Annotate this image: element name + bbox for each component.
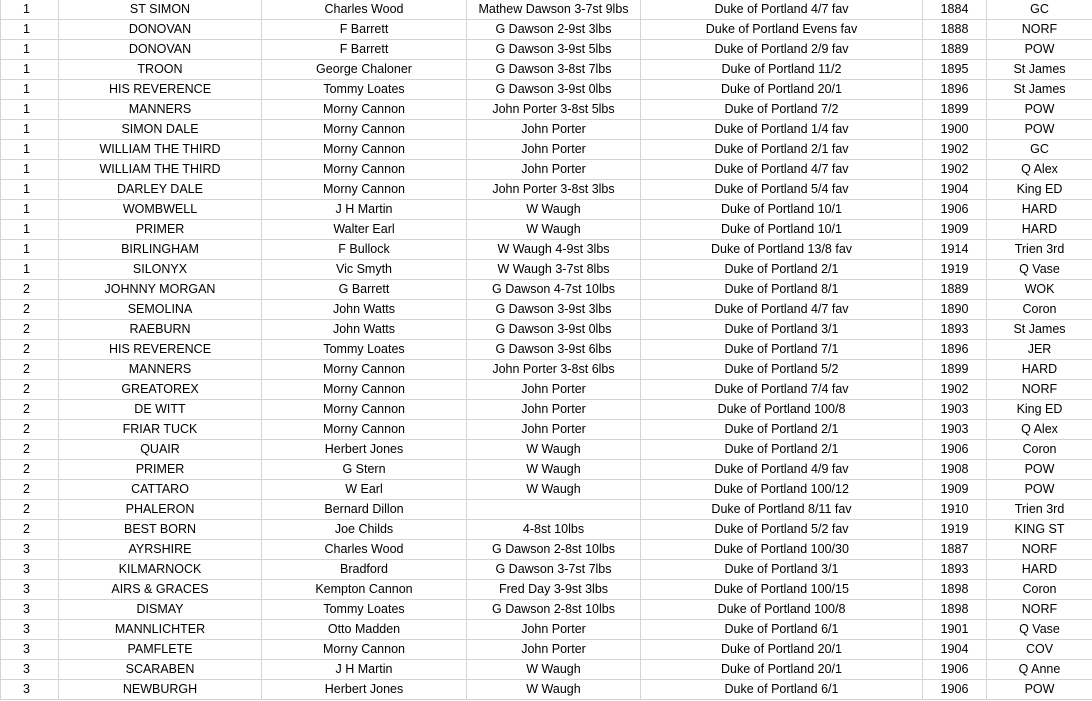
trainer-cell[interactable]: John Porter [467, 640, 641, 660]
jockey-cell[interactable]: Herbert Jones [262, 680, 467, 700]
race-cell[interactable]: Q Alex [987, 420, 1092, 440]
table-row [1, 80, 1092, 100]
owner-odds-cell[interactable]: Duke of Portland 5/4 fav [641, 180, 923, 200]
table-row [1, 180, 1092, 200]
trainer-cell[interactable]: John Porter [467, 620, 641, 640]
race-cell[interactable]: POW [987, 480, 1092, 500]
table-row [1, 560, 1092, 580]
position-cell[interactable]: 1 [1, 260, 59, 280]
horse-cell[interactable]: HIS REVERENCE [59, 80, 262, 100]
year-cell[interactable]: 1914 [923, 240, 987, 260]
year-cell[interactable]: 1901 [923, 620, 987, 640]
trainer-cell[interactable]: John Porter 3-8st 6lbs [467, 360, 641, 380]
owner-odds-cell[interactable]: Duke of Portland 13/8 fav [641, 240, 923, 260]
owner-odds-cell[interactable]: Duke of Portland 2/1 [641, 440, 923, 460]
jockey-cell[interactable]: Morny Cannon [262, 380, 467, 400]
race-cell[interactable]: POW [987, 120, 1092, 140]
horse-cell[interactable]: HIS REVERENCE [59, 340, 262, 360]
race-cell[interactable]: HARD [987, 200, 1092, 220]
owner-odds-cell[interactable]: Duke of Portland 100/30 [641, 540, 923, 560]
horse-cell[interactable]: DONOVAN [59, 40, 262, 60]
jockey-cell[interactable]: Morny Cannon [262, 120, 467, 140]
owner-odds-cell[interactable]: Duke of Portland 20/1 [641, 640, 923, 660]
jockey-cell[interactable]: Charles Wood [262, 0, 467, 20]
horse-cell[interactable]: ST SIMON [59, 0, 262, 20]
race-cell[interactable]: POW [987, 460, 1092, 480]
year-cell[interactable]: 1896 [923, 340, 987, 360]
year-cell[interactable]: 1919 [923, 260, 987, 280]
trainer-cell[interactable]: W Waugh [467, 440, 641, 460]
horse-cell[interactable]: WILLIAM THE THIRD [59, 140, 262, 160]
horse-cell[interactable]: BEST BORN [59, 520, 262, 540]
table-row [1, 0, 1092, 20]
table-row [1, 20, 1092, 40]
jockey-cell[interactable]: Otto Madden [262, 620, 467, 640]
year-cell[interactable]: 1889 [923, 40, 987, 60]
jockey-cell[interactable]: Morny Cannon [262, 360, 467, 380]
horse-cell[interactable]: RAEBURN [59, 320, 262, 340]
year-cell[interactable]: 1898 [923, 580, 987, 600]
table-row [1, 660, 1092, 680]
position-cell[interactable]: 2 [1, 520, 59, 540]
trainer-cell[interactable]: W Waugh [467, 460, 641, 480]
jockey-cell[interactable]: Morny Cannon [262, 420, 467, 440]
owner-odds-cell[interactable]: Duke of Portland 2/1 [641, 260, 923, 280]
position-cell[interactable]: 2 [1, 340, 59, 360]
horse-cell[interactable]: CATTARO [59, 480, 262, 500]
trainer-cell[interactable]: Fred Day 3-9st 3lbs [467, 580, 641, 600]
year-cell[interactable]: 1908 [923, 460, 987, 480]
table-row [1, 440, 1092, 460]
race-cell[interactable]: St James [987, 60, 1092, 80]
race-cell[interactable]: NORF [987, 540, 1092, 560]
year-cell[interactable]: 1902 [923, 140, 987, 160]
year-cell[interactable]: 1909 [923, 480, 987, 500]
year-cell[interactable]: 1919 [923, 520, 987, 540]
position-cell[interactable]: 2 [1, 400, 59, 420]
jockey-cell[interactable]: John Watts [262, 320, 467, 340]
horse-cell[interactable]: SCARABEN [59, 660, 262, 680]
owner-odds-cell[interactable]: Duke of Portland 2/9 fav [641, 40, 923, 60]
year-cell[interactable]: 1895 [923, 60, 987, 80]
table-row [1, 640, 1092, 660]
table-row [1, 580, 1092, 600]
position-cell[interactable]: 1 [1, 200, 59, 220]
table-row [1, 140, 1092, 160]
table-row [1, 280, 1092, 300]
horse-cell[interactable]: FRIAR TUCK [59, 420, 262, 440]
horse-cell[interactable]: PRIMER [59, 460, 262, 480]
owner-odds-cell[interactable]: Duke of Portland 8/11 fav [641, 500, 923, 520]
race-cell[interactable]: Coron [987, 580, 1092, 600]
owner-odds-cell[interactable]: Duke of Portland 8/1 [641, 280, 923, 300]
trainer-cell[interactable]: John Porter [467, 140, 641, 160]
owner-odds-cell[interactable]: Duke of Portland 2/1 [641, 420, 923, 440]
owner-odds-cell[interactable]: Duke of Portland 3/1 [641, 320, 923, 340]
trainer-cell[interactable]: John Porter [467, 120, 641, 140]
race-cell[interactable]: HARD [987, 560, 1092, 580]
jockey-cell[interactable]: Morny Cannon [262, 640, 467, 660]
owner-odds-cell[interactable]: Duke of Portland 3/1 [641, 560, 923, 580]
trainer-cell[interactable]: W Waugh 3-7st 8lbs [467, 260, 641, 280]
position-cell[interactable]: 2 [1, 380, 59, 400]
position-cell[interactable]: 2 [1, 280, 59, 300]
position-cell[interactable]: 3 [1, 580, 59, 600]
jockey-cell[interactable]: George Chaloner [262, 60, 467, 80]
trainer-cell[interactable]: G Dawson 2-8st 10lbs [467, 600, 641, 620]
race-cell[interactable]: Trien 3rd [987, 500, 1092, 520]
owner-odds-cell[interactable]: Duke of Portland 4/7 fav [641, 300, 923, 320]
race-cell[interactable]: GC [987, 140, 1092, 160]
year-cell[interactable]: 1902 [923, 380, 987, 400]
table-row [1, 620, 1092, 640]
year-cell[interactable]: 1887 [923, 540, 987, 560]
year-cell[interactable]: 1904 [923, 640, 987, 660]
table-row [1, 380, 1092, 400]
jockey-cell[interactable]: Morny Cannon [262, 140, 467, 160]
trainer-cell[interactable]: W Waugh [467, 680, 641, 700]
year-cell[interactable]: 1906 [923, 660, 987, 680]
horse-cell[interactable]: QUAIR [59, 440, 262, 460]
year-cell[interactable]: 1906 [923, 680, 987, 700]
owner-odds-cell[interactable]: Duke of Portland 10/1 [641, 200, 923, 220]
horse-cell[interactable]: PAMFLETE [59, 640, 262, 660]
position-cell[interactable]: 2 [1, 460, 59, 480]
table-row [1, 500, 1092, 520]
trainer-cell[interactable]: W Waugh [467, 200, 641, 220]
jockey-cell[interactable]: Morny Cannon [262, 400, 467, 420]
jockey-cell[interactable]: Herbert Jones [262, 440, 467, 460]
race-cell[interactable]: GC [987, 0, 1092, 20]
trainer-cell[interactable]: Mathew Dawson 3-7st 9lbs [467, 0, 641, 20]
race-cell[interactable]: KING ST [987, 520, 1092, 540]
horse-cell[interactable]: SIMON DALE [59, 120, 262, 140]
horse-cell[interactable]: DE WITT [59, 400, 262, 420]
owner-odds-cell[interactable]: Duke of Portland 4/9 fav [641, 460, 923, 480]
table-row [1, 120, 1092, 140]
jockey-cell[interactable]: F Bullock [262, 240, 467, 260]
horse-cell[interactable]: DARLEY DALE [59, 180, 262, 200]
owner-odds-cell[interactable]: Duke of Portland 5/2 fav [641, 520, 923, 540]
jockey-cell[interactable]: Morny Cannon [262, 180, 467, 200]
owner-odds-cell[interactable]: Duke of Portland Evens fav [641, 20, 923, 40]
year-cell[interactable]: 1899 [923, 360, 987, 380]
year-cell[interactable]: 1904 [923, 180, 987, 200]
jockey-cell[interactable]: G Stern [262, 460, 467, 480]
horse-cell[interactable]: GREATOREX [59, 380, 262, 400]
horse-cell[interactable]: NEWBURGH [59, 680, 262, 700]
jockey-cell[interactable]: John Watts [262, 300, 467, 320]
horse-cell[interactable]: MANNERS [59, 360, 262, 380]
race-cell[interactable]: POW [987, 40, 1092, 60]
owner-odds-cell[interactable]: Duke of Portland 4/7 fav [641, 160, 923, 180]
jockey-cell[interactable]: Charles Wood [262, 540, 467, 560]
year-cell[interactable]: 1888 [923, 20, 987, 40]
jockey-cell[interactable]: F Barrett [262, 20, 467, 40]
position-cell[interactable]: 3 [1, 620, 59, 640]
table-row [1, 300, 1092, 320]
race-cell[interactable]: Q Anne [987, 660, 1092, 680]
race-cell[interactable]: COV [987, 640, 1092, 660]
race-cell[interactable]: King ED [987, 400, 1092, 420]
race-cell[interactable]: HARD [987, 360, 1092, 380]
horse-cell[interactable]: MANNLICHTER [59, 620, 262, 640]
position-cell[interactable]: 2 [1, 420, 59, 440]
position-cell[interactable]: 1 [1, 140, 59, 160]
jockey-cell[interactable]: G Barrett [262, 280, 467, 300]
trainer-cell[interactable]: W Waugh [467, 220, 641, 240]
position-cell[interactable]: 3 [1, 640, 59, 660]
horse-cell[interactable]: WILLIAM THE THIRD [59, 160, 262, 180]
horse-cell[interactable]: WOMBWELL [59, 200, 262, 220]
owner-odds-cell[interactable]: Duke of Portland 6/1 [641, 680, 923, 700]
position-cell[interactable]: 2 [1, 500, 59, 520]
owner-odds-cell[interactable]: Duke of Portland 7/4 fav [641, 380, 923, 400]
trainer-cell[interactable]: John Porter [467, 400, 641, 420]
position-cell[interactable]: 2 [1, 320, 59, 340]
race-cell[interactable]: Trien 3rd [987, 240, 1092, 260]
jockey-cell[interactable]: Morny Cannon [262, 160, 467, 180]
year-cell[interactable]: 1893 [923, 560, 987, 580]
horse-cell[interactable]: PHALERON [59, 500, 262, 520]
trainer-cell[interactable]: 4-8st 10lbs [467, 520, 641, 540]
table-row [1, 60, 1092, 80]
year-cell[interactable]: 1893 [923, 320, 987, 340]
owner-odds-cell[interactable]: Duke of Portland 5/2 [641, 360, 923, 380]
table-row [1, 40, 1092, 60]
owner-odds-cell[interactable]: Duke of Portland 2/1 fav [641, 140, 923, 160]
horse-cell[interactable]: AYRSHIRE [59, 540, 262, 560]
horse-cell[interactable]: DONOVAN [59, 20, 262, 40]
position-cell[interactable]: 3 [1, 680, 59, 700]
year-cell[interactable]: 1903 [923, 420, 987, 440]
year-cell[interactable]: 1910 [923, 500, 987, 520]
trainer-cell[interactable] [467, 500, 641, 520]
table-row [1, 320, 1092, 340]
horse-cell[interactable]: PRIMER [59, 220, 262, 240]
position-cell[interactable]: 1 [1, 180, 59, 200]
trainer-cell[interactable]: G Dawson 2-9st 3lbs [467, 20, 641, 40]
owner-odds-cell[interactable]: Duke of Portland 20/1 [641, 660, 923, 680]
jockey-cell[interactable]: Walter Earl [262, 220, 467, 240]
year-cell[interactable]: 1884 [923, 0, 987, 20]
owner-odds-cell[interactable]: Duke of Portland 10/1 [641, 220, 923, 240]
owner-odds-cell[interactable]: Duke of Portland 100/8 [641, 400, 923, 420]
trainer-cell[interactable]: G Dawson 3-9st 0lbs [467, 80, 641, 100]
table-row [1, 680, 1092, 700]
race-cell[interactable]: Coron [987, 300, 1092, 320]
race-cell[interactable]: Q Vase [987, 260, 1092, 280]
race-cell[interactable]: Q Alex [987, 160, 1092, 180]
race-cell[interactable]: Coron [987, 440, 1092, 460]
position-cell[interactable]: 3 [1, 660, 59, 680]
table-row [1, 540, 1092, 560]
trainer-cell[interactable]: John Porter [467, 380, 641, 400]
position-cell[interactable]: 3 [1, 600, 59, 620]
year-cell[interactable]: 1889 [923, 280, 987, 300]
race-cell[interactable]: St James [987, 320, 1092, 340]
year-cell[interactable]: 1890 [923, 300, 987, 320]
position-cell[interactable]: 2 [1, 300, 59, 320]
year-cell[interactable]: 1898 [923, 600, 987, 620]
year-cell[interactable]: 1906 [923, 440, 987, 460]
jockey-cell[interactable]: Morny Cannon [262, 100, 467, 120]
race-cell[interactable]: St James [987, 80, 1092, 100]
horse-cell[interactable]: TROON [59, 60, 262, 80]
year-cell[interactable]: 1903 [923, 400, 987, 420]
position-cell[interactable]: 2 [1, 440, 59, 460]
jockey-cell[interactable]: Tommy Loates [262, 340, 467, 360]
table-row [1, 220, 1092, 240]
owner-odds-cell[interactable]: Duke of Portland 100/15 [641, 580, 923, 600]
jockey-cell[interactable]: Joe Childs [262, 520, 467, 540]
race-cell[interactable]: NORF [987, 380, 1092, 400]
position-cell[interactable]: 2 [1, 480, 59, 500]
race-cell[interactable]: NORF [987, 20, 1092, 40]
trainer-cell[interactable]: G Dawson 3-9st 0lbs [467, 320, 641, 340]
position-cell[interactable]: 1 [1, 80, 59, 100]
owner-odds-cell[interactable]: Duke of Portland 20/1 [641, 80, 923, 100]
year-cell[interactable]: 1899 [923, 100, 987, 120]
race-cell[interactable]: JER [987, 340, 1092, 360]
position-cell[interactable]: 1 [1, 0, 59, 20]
trainer-cell[interactable]: G Dawson 4-7st 10lbs [467, 280, 641, 300]
table-row [1, 600, 1092, 620]
table-row [1, 420, 1092, 440]
horse-cell[interactable]: MANNERS [59, 100, 262, 120]
trainer-cell[interactable]: G Dawson 3-9st 3lbs [467, 300, 641, 320]
table-row [1, 200, 1092, 220]
table-row [1, 340, 1092, 360]
owner-odds-cell[interactable]: Duke of Portland 1/4 fav [641, 120, 923, 140]
race-cell[interactable]: King ED [987, 180, 1092, 200]
race-cell[interactable]: POW [987, 680, 1092, 700]
owner-odds-cell[interactable]: Duke of Portland 11/2 [641, 60, 923, 80]
jockey-cell[interactable]: F Barrett [262, 40, 467, 60]
table-row [1, 460, 1092, 480]
jockey-cell[interactable]: Tommy Loates [262, 80, 467, 100]
position-cell[interactable]: 1 [1, 120, 59, 140]
table-row [1, 520, 1092, 540]
table-row [1, 240, 1092, 260]
owner-odds-cell[interactable]: Duke of Portland 4/7 fav [641, 0, 923, 20]
owner-odds-cell[interactable]: Duke of Portland 7/2 [641, 100, 923, 120]
table-row [1, 480, 1092, 500]
owner-odds-cell[interactable]: Duke of Portland 6/1 [641, 620, 923, 640]
table-row [1, 400, 1092, 420]
table-row [1, 100, 1092, 120]
jockey-cell[interactable]: Bernard Dillon [262, 500, 467, 520]
horse-cell[interactable]: KILMARNOCK [59, 560, 262, 580]
horse-cell[interactable]: BIRLINGHAM [59, 240, 262, 260]
table-row [1, 160, 1092, 180]
owner-odds-cell[interactable]: Duke of Portland 100/12 [641, 480, 923, 500]
table-row [1, 360, 1092, 380]
position-cell[interactable]: 1 [1, 240, 59, 260]
jockey-cell[interactable]: J H Martin [262, 200, 467, 220]
race-cell[interactable]: POW [987, 100, 1092, 120]
position-cell[interactable]: 3 [1, 540, 59, 560]
horse-cell[interactable]: DISMAY [59, 600, 262, 620]
jockey-cell[interactable]: Vic Smyth [262, 260, 467, 280]
trainer-cell[interactable]: G Dawson 3-9st 6lbs [467, 340, 641, 360]
owner-odds-cell[interactable]: Duke of Portland 7/1 [641, 340, 923, 360]
jockey-cell[interactable]: Bradford [262, 560, 467, 580]
year-cell[interactable]: 1906 [923, 200, 987, 220]
race-cell[interactable]: Q Vase [987, 620, 1092, 640]
race-cell[interactable]: NORF [987, 600, 1092, 620]
position-cell[interactable]: 1 [1, 220, 59, 240]
position-cell[interactable]: 1 [1, 20, 59, 40]
position-cell[interactable]: 1 [1, 40, 59, 60]
trainer-cell[interactable]: G Dawson 3-9st 5lbs [467, 40, 641, 60]
position-cell[interactable]: 2 [1, 360, 59, 380]
jockey-cell[interactable]: W Earl [262, 480, 467, 500]
horse-cell[interactable]: JOHNNY MORGAN [59, 280, 262, 300]
horse-cell[interactable]: SEMOLINA [59, 300, 262, 320]
owner-odds-cell[interactable]: Duke of Portland 100/8 [641, 600, 923, 620]
position-cell[interactable]: 1 [1, 60, 59, 80]
trainer-cell[interactable]: John Porter [467, 160, 641, 180]
trainer-cell[interactable]: W Waugh [467, 480, 641, 500]
position-cell[interactable]: 1 [1, 100, 59, 120]
trainer-cell[interactable]: G Dawson 2-8st 10lbs [467, 540, 641, 560]
race-cell[interactable]: HARD [987, 220, 1092, 240]
jockey-cell[interactable]: Tommy Loates [262, 600, 467, 620]
position-cell[interactable]: 3 [1, 560, 59, 580]
trainer-cell[interactable]: John Porter [467, 420, 641, 440]
horse-cell[interactable]: SILONYX [59, 260, 262, 280]
sheet-body [1, 0, 1092, 700]
race-cell[interactable]: WOK [987, 280, 1092, 300]
trainer-cell[interactable]: G Dawson 3-8st 7lbs [467, 60, 641, 80]
trainer-cell[interactable]: G Dawson 3-7st 7lbs [467, 560, 641, 580]
trainer-cell[interactable]: John Porter 3-8st 5lbs [467, 100, 641, 120]
trainer-cell[interactable]: John Porter 3-8st 3lbs [467, 180, 641, 200]
year-cell[interactable]: 1909 [923, 220, 987, 240]
trainer-cell[interactable]: W Waugh 4-9st 3lbs [467, 240, 641, 260]
jockey-cell[interactable]: J H Martin [262, 660, 467, 680]
table-row [1, 260, 1092, 280]
position-cell[interactable]: 1 [1, 160, 59, 180]
year-cell[interactable]: 1902 [923, 160, 987, 180]
trainer-cell[interactable]: W Waugh [467, 660, 641, 680]
year-cell[interactable]: 1900 [923, 120, 987, 140]
year-cell[interactable]: 1896 [923, 80, 987, 100]
jockey-cell[interactable]: Kempton Cannon [262, 580, 467, 600]
horse-cell[interactable]: AIRS & GRACES [59, 580, 262, 600]
